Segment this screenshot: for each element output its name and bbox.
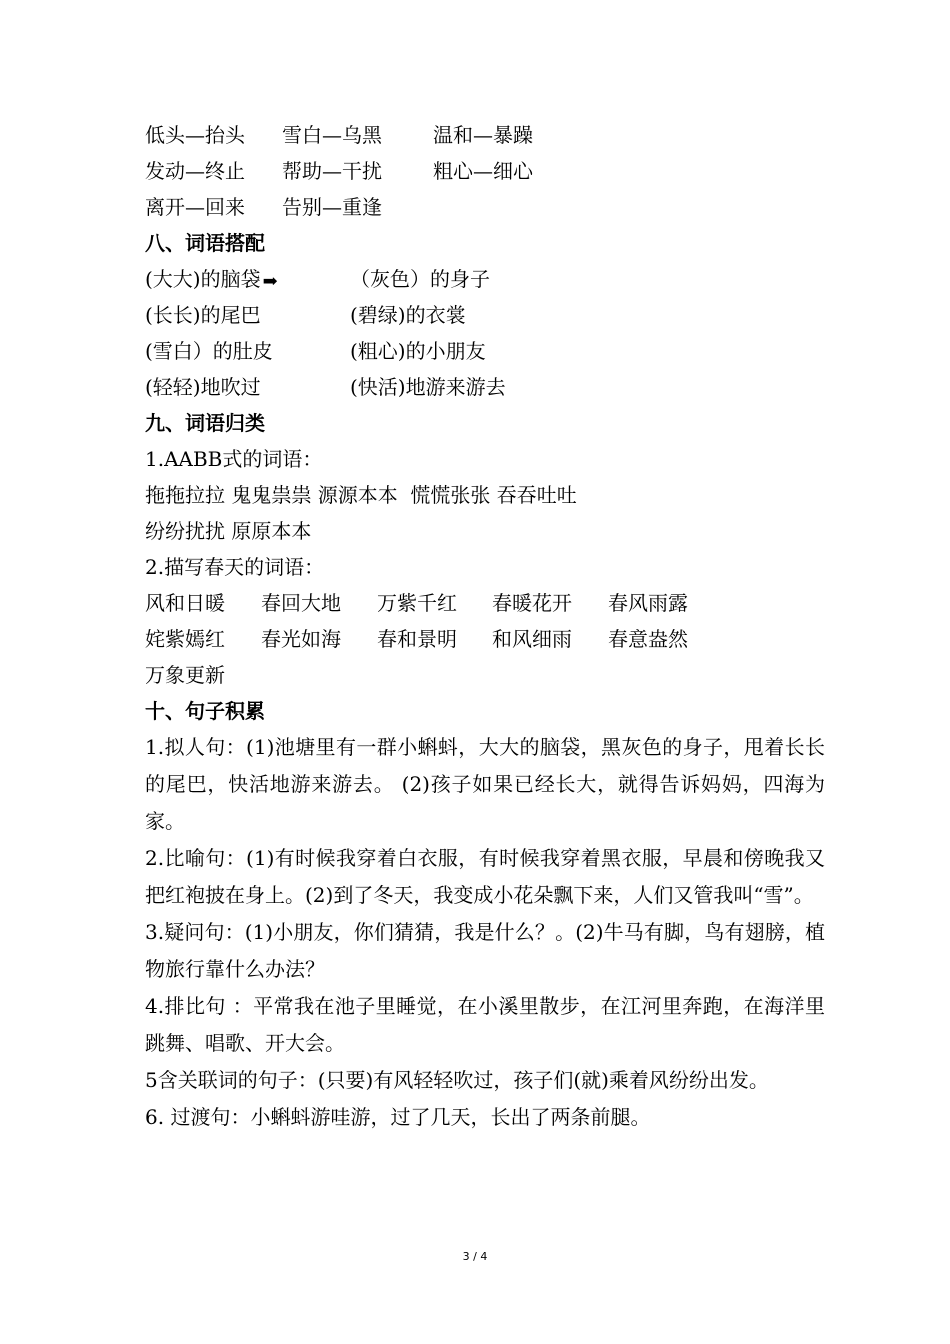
antonym-pair: 帮助—干扰 — [282, 159, 382, 183]
word: 风和日暖 — [145, 591, 225, 615]
pair-left: (长长)的尾巴 — [145, 303, 261, 327]
word: 姹紫嫣红 — [145, 627, 225, 651]
page-number: 3 / 4 — [462, 1250, 488, 1263]
sentence-item: 4.排比句 ：平常我在池子里睡觉，在小溪里散步，在江河里奔跑，在海洋里跳舞、唱歌、开大会。 — [145, 994, 825, 1055]
pair-right: (碧绿)的衣裳 — [350, 303, 466, 327]
section-9-title: 九、词语归类 — [145, 411, 265, 435]
word-line — [145, 585, 825, 621]
pair-left: (轻轻)地吹过 — [145, 375, 261, 399]
antonym-pair: 雪白—乌黑 — [282, 123, 382, 147]
antonym-row — [145, 117, 825, 153]
pair-row — [145, 261, 825, 297]
subheading: 2.描写春天的词语： — [145, 555, 325, 579]
antonym-row — [145, 153, 825, 189]
word: 万紫千红 — [377, 591, 457, 615]
antonym-pair: 离开—回来 — [145, 195, 245, 219]
word: 春意盎然 — [608, 627, 688, 651]
sentence-item: 2.比喻句：(1)有时候我穿着白衣服，有时候我穿着黑衣服，早晨和傍晚我又把红袍披在身上。(2)到了冬天，我变成小花朵飘下来，人们又管我叫“雪”。 — [145, 846, 825, 907]
antonym-row — [145, 189, 825, 225]
arrow-right-icon: ➡ — [262, 271, 278, 292]
sentence-item: 1.拟人句：(1)池塘里有一群小蝌蚪，大大的脑袋，黑灰色的身子，甩着长长的尾巴，快活地游来游去。 (2)孩子如果已经长大，就得告诉妈妈，四海为家。 — [145, 735, 825, 833]
subheading: 1.AABB式的词语： — [145, 447, 323, 471]
word: 和风细雨 — [492, 627, 572, 651]
word: 春风雨露 — [608, 591, 688, 615]
sentence-item: 5含关联词的句子：(只要)有风轻轻吹过，孩子们(就)乘着风纷纷出发。 — [145, 1068, 769, 1092]
pair-right: (快活)地游来游去 — [350, 375, 506, 399]
pair-row — [145, 297, 825, 333]
sentence-item: 6. 过渡句：小蝌蚪游哇游，过了几天，长出了两条前腿。 — [145, 1105, 651, 1129]
pair-row — [145, 333, 825, 369]
antonym-pair: 告别—重逢 — [282, 195, 382, 219]
section-8-title: 八、词语搭配 — [145, 231, 265, 255]
pair-right: (粗心)的小朋友 — [350, 339, 486, 363]
word: 春和景明 — [377, 627, 457, 651]
word: 春暖花开 — [492, 591, 572, 615]
word: 春回大地 — [261, 591, 341, 615]
pair-right: （灰色）的身子 — [350, 267, 490, 291]
word-line: 纷纷扰扰 原原本本 — [145, 519, 312, 543]
section-10-title: 十、句子积累 — [145, 699, 265, 723]
sentence-item: 3.疑问句：(1)小朋友，你们猜猜，我是什么？。(2)牛马有脚，鸟有翅膀，植物旅行靠什么办法？ — [145, 920, 825, 981]
pair-row — [145, 369, 825, 405]
antonym-pair: 温和—暴躁 — [433, 123, 533, 147]
pair-left: (雪白）的肚皮 — [145, 339, 273, 363]
word: 春光如海 — [261, 627, 341, 651]
antonym-pair: 粗心—细心 — [433, 159, 533, 183]
antonym-pair: 低头—抬头 — [145, 123, 245, 147]
word: 万象更新 — [145, 663, 225, 687]
word-line — [145, 621, 825, 657]
antonym-pair: 发动—终止 — [145, 159, 245, 183]
word-line: 拖拖拉拉 鬼鬼祟祟 源源本本 慌慌张张 吞吞吐吐 — [145, 483, 577, 507]
document-page — [145, 117, 825, 1136]
pair-left: (大大)的脑袋 ➡ — [145, 261, 278, 300]
word-line — [145, 657, 825, 693]
